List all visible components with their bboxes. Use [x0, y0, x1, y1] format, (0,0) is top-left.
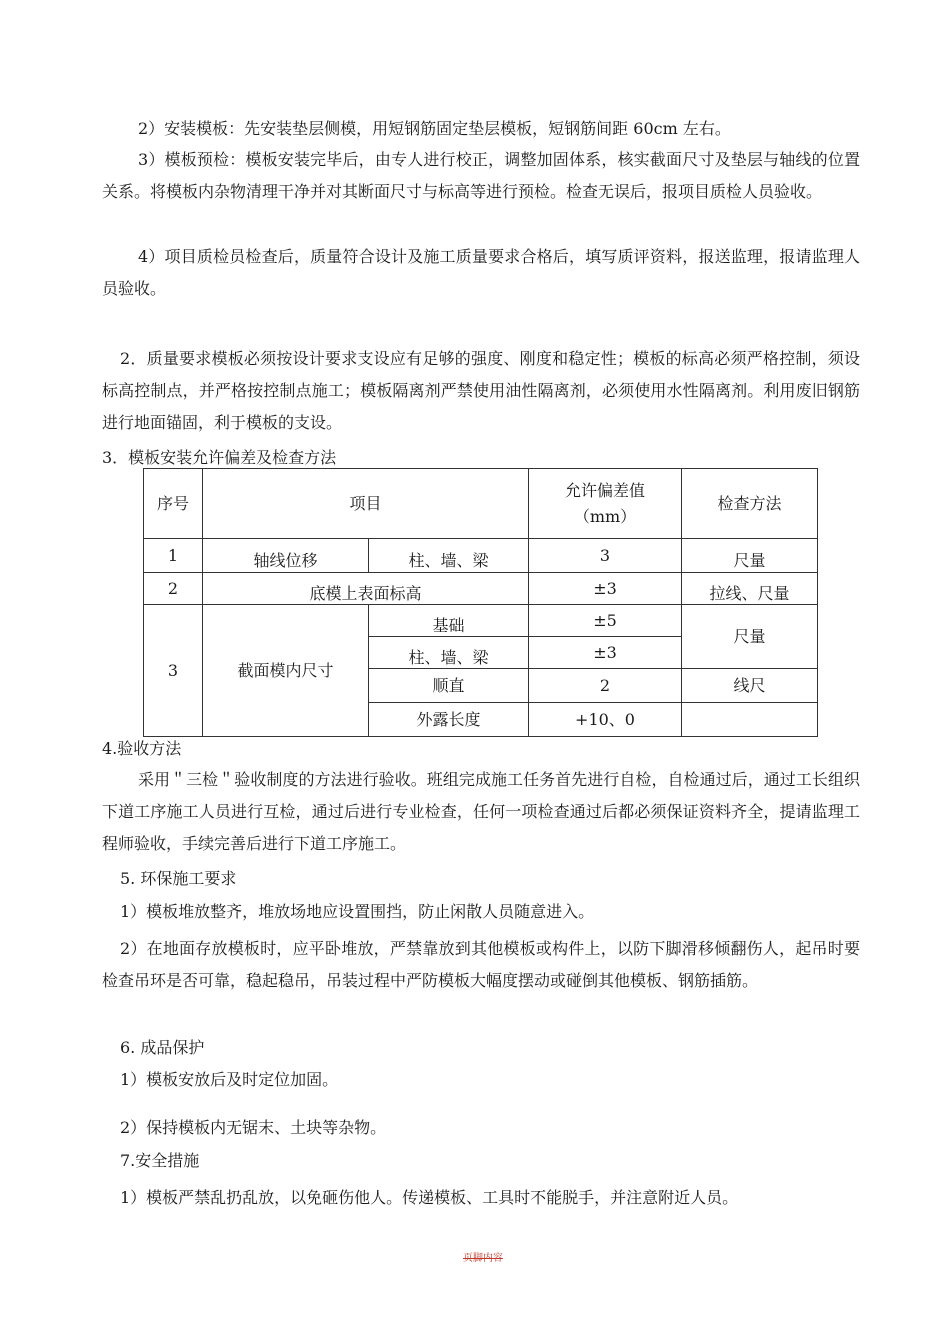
heading-environmental: 5. 环保施工要求	[120, 869, 237, 888]
paragraph-quality-inspector: 4）项目质检员检查后，质量符合设计及施工质量要求合格后，填写质评资料，报送监理，报请监理人员验收。	[102, 247, 860, 298]
table-row	[144, 573, 818, 605]
cell-sub: 外露长度	[369, 703, 529, 737]
cell-method: 线尺	[682, 669, 818, 703]
cell-tolerance: ±3	[529, 573, 682, 605]
cell-tolerance: +10、0	[529, 703, 682, 737]
paragraph-quality-requirements: 2．质量要求模板必须按设计要求支设应有足够的强度、刚度和稳定性；模板的标高必须严格控制，须设标高控制点，并严格按控制点施工；模板隔离剂严禁使用油性隔离剂，必须使用水性隔离剂。利用废旧钢筋进行地面锚固，利于模板的支设。	[102, 349, 860, 432]
paragraph-safety-1: 1）模板严禁乱扔乱放，以免砸伤他人。传递模板、工具时不能脱手，并注意附近人员。	[120, 1188, 739, 1207]
cell-item: 截面模内尺寸	[203, 605, 369, 737]
cell-sub: 柱、墙、梁	[369, 539, 529, 573]
header-tolerance-unit: （mm）	[573, 506, 637, 526]
cell-seq: 3	[144, 605, 203, 737]
paragraph-install-formwork: 2）安装模板：先安装垫层侧模，用短钢筋固定垫层模板，短钢筋间距 60cm 左右。	[138, 119, 731, 138]
paragraph-pre-inspection: 3）模板预检：模板安装完毕后，由专人进行校正，调整加固体系，核实截面尺寸及垫层与轴线的位置关系。将模板内杂物清理干净并对其断面尺寸与标高等进行预检。检查无误后，报项目质检人员验收。	[102, 150, 860, 201]
heading-safety: 7.安全措施	[120, 1151, 200, 1170]
cell-method: 拉线、尺量	[682, 573, 818, 605]
cell-tolerance: 3	[529, 539, 682, 573]
cell-sub: 柱、墙、梁	[369, 637, 529, 669]
header-tolerance-label: 允许偏差值	[565, 480, 646, 500]
paragraph-keep-clean: 2）保持模板内无锯末、土块等杂物。	[120, 1118, 387, 1137]
cell-sub: 顺直	[369, 669, 529, 703]
cell-tolerance: ±5	[529, 605, 682, 637]
paragraph-fix-position: 1）模板安放后及时定位加固。	[120, 1070, 339, 1089]
table-row	[144, 539, 818, 573]
page-footer: 页脚内容	[463, 1253, 503, 1264]
paragraph-stacking: 1）模板堆放整齐，堆放场地应设置围挡，防止闲散人员随意进入。	[120, 902, 595, 921]
heading-tolerance-table: 3．模板安装允许偏差及检查方法	[102, 448, 337, 467]
heading-product-protection: 6. 成品保护	[120, 1038, 205, 1057]
header-seq: 序号	[144, 469, 203, 539]
cell-item: 轴线位移	[203, 539, 369, 573]
table-header-row	[144, 469, 818, 539]
cell-item: 底模上表面标高	[203, 573, 529, 605]
cell-seq: 2	[144, 573, 203, 605]
paragraph-three-checks: 采用＂三检＂验收制度的方法进行验收。班组完成施工任务首先进行自检，自检通过后，通过工长组织下道工序施工人员进行互检，通过后进行专业检查，任何一项检查通过后都必须保证资料齐全，提请监理工程师验收，手续完善后进行下道工序施工。	[102, 770, 860, 853]
paragraph-storage: 2）在地面存放模板时，应平卧堆放，严禁靠放到其他模板或构件上，以防下脚滑移倾翻伤人，起吊时要检查吊环是否可靠，稳起稳吊，吊装过程中严防模板大幅度摆动或碰倒其他模板、钢筋插筋。	[102, 939, 860, 990]
header-item: 项目	[203, 469, 529, 539]
table-row	[144, 605, 818, 637]
cell-method: 尺量	[682, 539, 818, 573]
cell-method-empty	[682, 703, 818, 737]
cell-method: 尺量	[682, 605, 818, 669]
tolerance-table	[143, 468, 818, 737]
cell-seq: 1	[144, 539, 203, 573]
header-tolerance	[529, 469, 682, 539]
cell-tolerance: ±3	[529, 637, 682, 669]
heading-acceptance-method: 4.验收方法	[102, 739, 182, 758]
cell-tolerance: 2	[529, 669, 682, 703]
header-method: 检查方法	[682, 469, 818, 539]
cell-sub: 基础	[369, 605, 529, 637]
